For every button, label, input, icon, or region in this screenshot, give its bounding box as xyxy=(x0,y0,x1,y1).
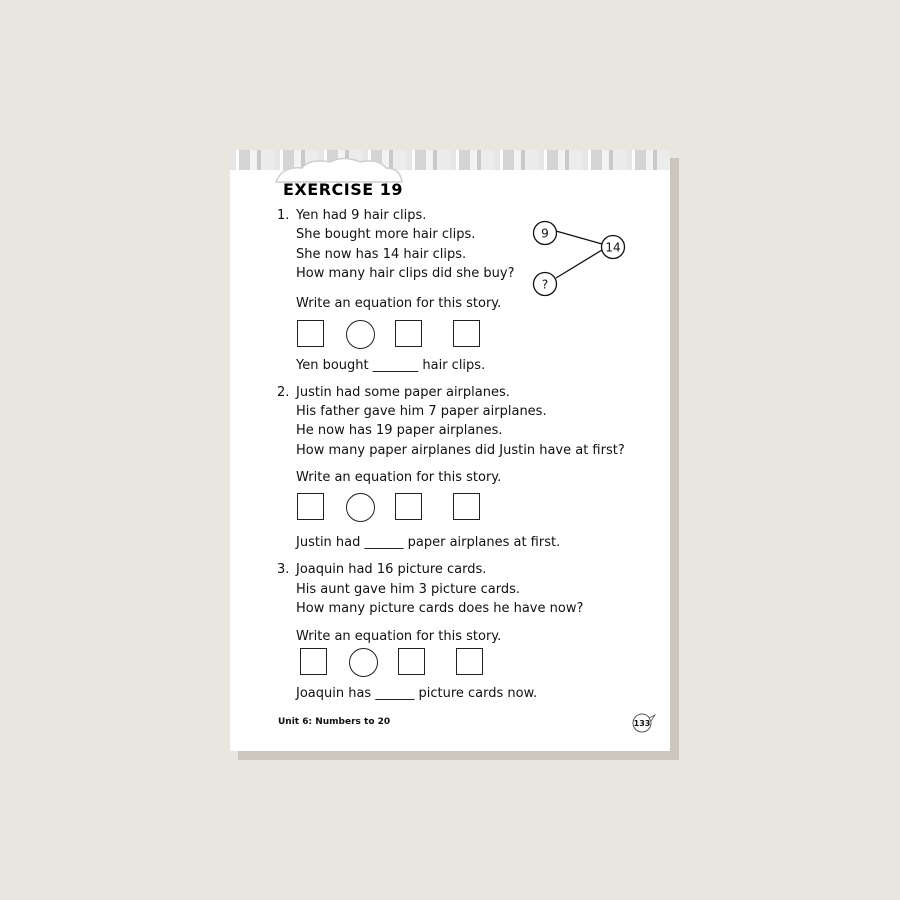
question-1-box-1[interactable] xyxy=(297,320,324,347)
question-2-line-3: He now has 19 paper airplanes. xyxy=(296,423,503,438)
question-2-circle[interactable] xyxy=(346,493,375,522)
question-3-box-1[interactable] xyxy=(300,648,327,675)
question-1-box-2[interactable] xyxy=(395,320,422,347)
question-3-line-3: How many picture cards does he have now? xyxy=(296,601,584,616)
page-number: 133 xyxy=(633,719,651,728)
question-1-circle[interactable] xyxy=(346,320,375,349)
question-2-answer: Justin had ______ paper airplanes at first. xyxy=(296,535,561,550)
question-1-line-4: How many hair clips did she buy? xyxy=(296,266,515,281)
question-1-line-3: She now has 14 hair clips. xyxy=(296,247,467,262)
question-2-line-4: How many paper airplanes did Justin have at first? xyxy=(296,443,625,458)
question-1-answer: Yen bought _______ hair clips. xyxy=(296,358,486,373)
number-bond-diagram xyxy=(528,218,632,302)
question-3-number: 3. xyxy=(277,562,290,577)
question-2-number: 2. xyxy=(277,385,290,400)
question-2-box-2[interactable] xyxy=(395,493,422,520)
bond-part-known: 9 xyxy=(541,226,549,241)
bond-whole: 14 xyxy=(605,240,621,255)
question-2-box-3[interactable] xyxy=(453,493,480,520)
question-2-line-2: His father gave him 7 paper airplanes. xyxy=(296,404,547,419)
question-3-circle[interactable] xyxy=(349,648,378,677)
question-3-prompt: Write an equation for this story. xyxy=(296,629,502,644)
page-title: EXERCISE 19 xyxy=(283,180,403,199)
question-2-prompt: Write an equation for this story. xyxy=(296,470,502,485)
bond-part-unknown: ? xyxy=(541,277,549,292)
unit-footer: Unit 6: Numbers to 20 xyxy=(278,717,391,727)
page-number-badge xyxy=(630,712,656,734)
question-3-box-3[interactable] xyxy=(456,648,483,675)
question-2-box-1[interactable] xyxy=(297,493,324,520)
question-1-line-1: Yen had 9 hair clips. xyxy=(296,208,427,223)
question-3-answer: Joaquin has ______ picture cards now. xyxy=(296,686,538,701)
question-3-box-2[interactable] xyxy=(398,648,425,675)
question-1-line-2: She bought more hair clips. xyxy=(296,227,476,242)
question-2-line-1: Justin had some paper airplanes. xyxy=(296,385,510,400)
question-1-box-3[interactable] xyxy=(453,320,480,347)
question-1-number: 1. xyxy=(277,208,290,223)
question-3-line-2: His aunt gave him 3 picture cards. xyxy=(296,582,520,597)
question-1-prompt: Write an equation for this story. xyxy=(296,296,502,311)
worksheet-page xyxy=(230,150,670,751)
question-3-line-1: Joaquin had 16 picture cards. xyxy=(296,562,487,577)
